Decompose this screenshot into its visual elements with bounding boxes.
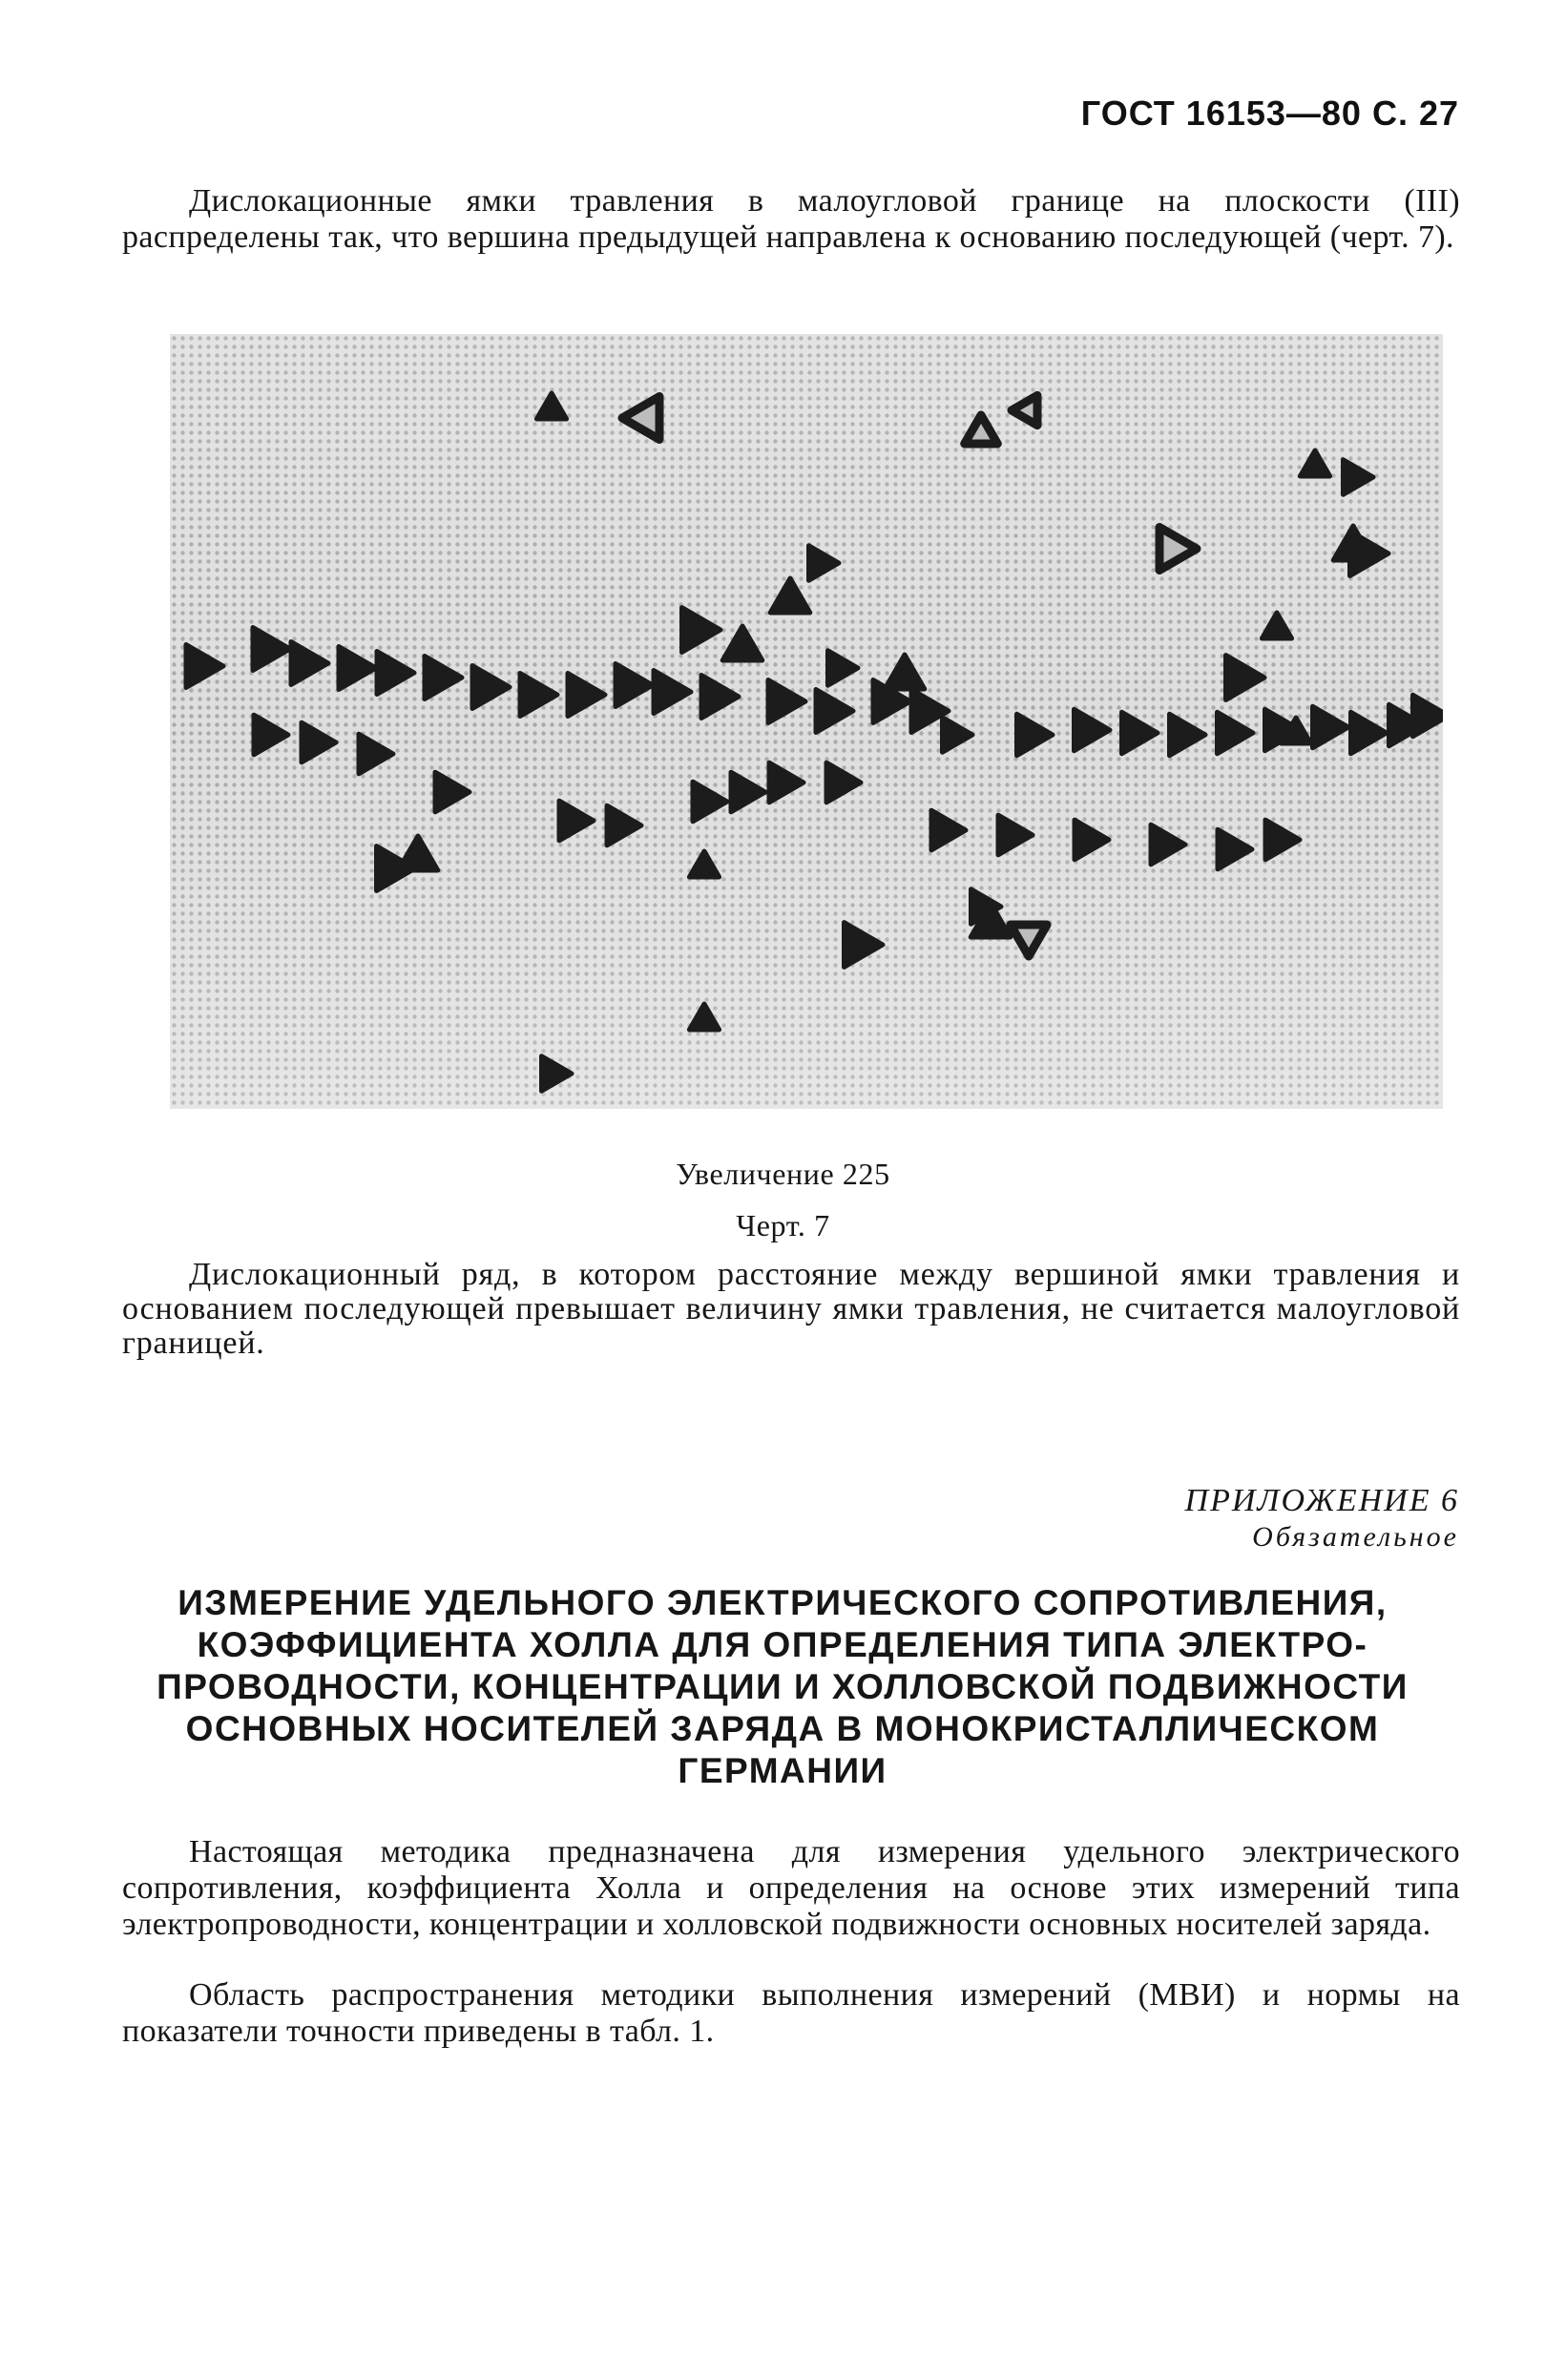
appendix-title: ПРИЛОЖЕНИЕ 6 [1184,1483,1459,1518]
section-heading-line: КОЭФФИЦИЕНТА ХОЛЛА ДЛЯ ОПРЕДЕЛЕНИЯ ТИПА ЭЛЕКТРО- [197,1625,1368,1664]
figure-number: Черт. 7 [736,1208,830,1242]
section-heading-line: ПРОВОДНОСТИ, КОНЦЕНТРАЦИИ И ХОЛЛОВСКОЙ ПОДВИЖНОСТИ [157,1667,1409,1706]
section-heading-line: ИЗМЕРЕНИЕ УДЕЛЬНОГО ЭЛЕКТРИЧЕСКОГО СОПРОТИВЛЕНИЯ, [177,1583,1388,1622]
etch-pits-micrograph [170,334,1443,1109]
body-paragraph-1: Настоящая методика предназначена для измерения удельного электрического сопротивления, коэффициента Холла и определения на основе этих измерений типа электропроводности, концентрации и холловской подвижности основных носителей заряда. [122,1834,1460,1942]
note-paragraph: Дислокационный ряд, в котором расстояние между вершиной ямки травления и основанием последующей превышает величину ямки травления, не считается малоугловой границей. [122,1257,1460,1361]
appendix-status: Обязательное [1252,1521,1459,1553]
intro-paragraph: Дислокационные ямки травления в малоугловой границе на плоскости (III) распределены так, что вершина предыдущей направлена к основанию последующей (черт. 7). [122,183,1460,255]
page-header-gost: ГОСТ 16153—80 С. 27 [1080,94,1459,133]
section-heading-line: ОСНОВНЫХ НОСИТЕЛЕЙ ЗАРЯДА В МОНОКРИСТАЛЛИЧЕСКОМ [185,1709,1380,1748]
etch-pits-micrograph-icon [170,334,1443,1109]
section-heading [143,1582,1422,1792]
figure-magnification: Увеличение 225 [676,1157,890,1191]
body-paragraph-2: Область распространения методики выполнения измерений (МВИ) и нормы на показатели точности приведены в табл. 1. [122,1977,1460,2049]
section-heading-line: ГЕРМАНИИ [678,1751,887,1790]
